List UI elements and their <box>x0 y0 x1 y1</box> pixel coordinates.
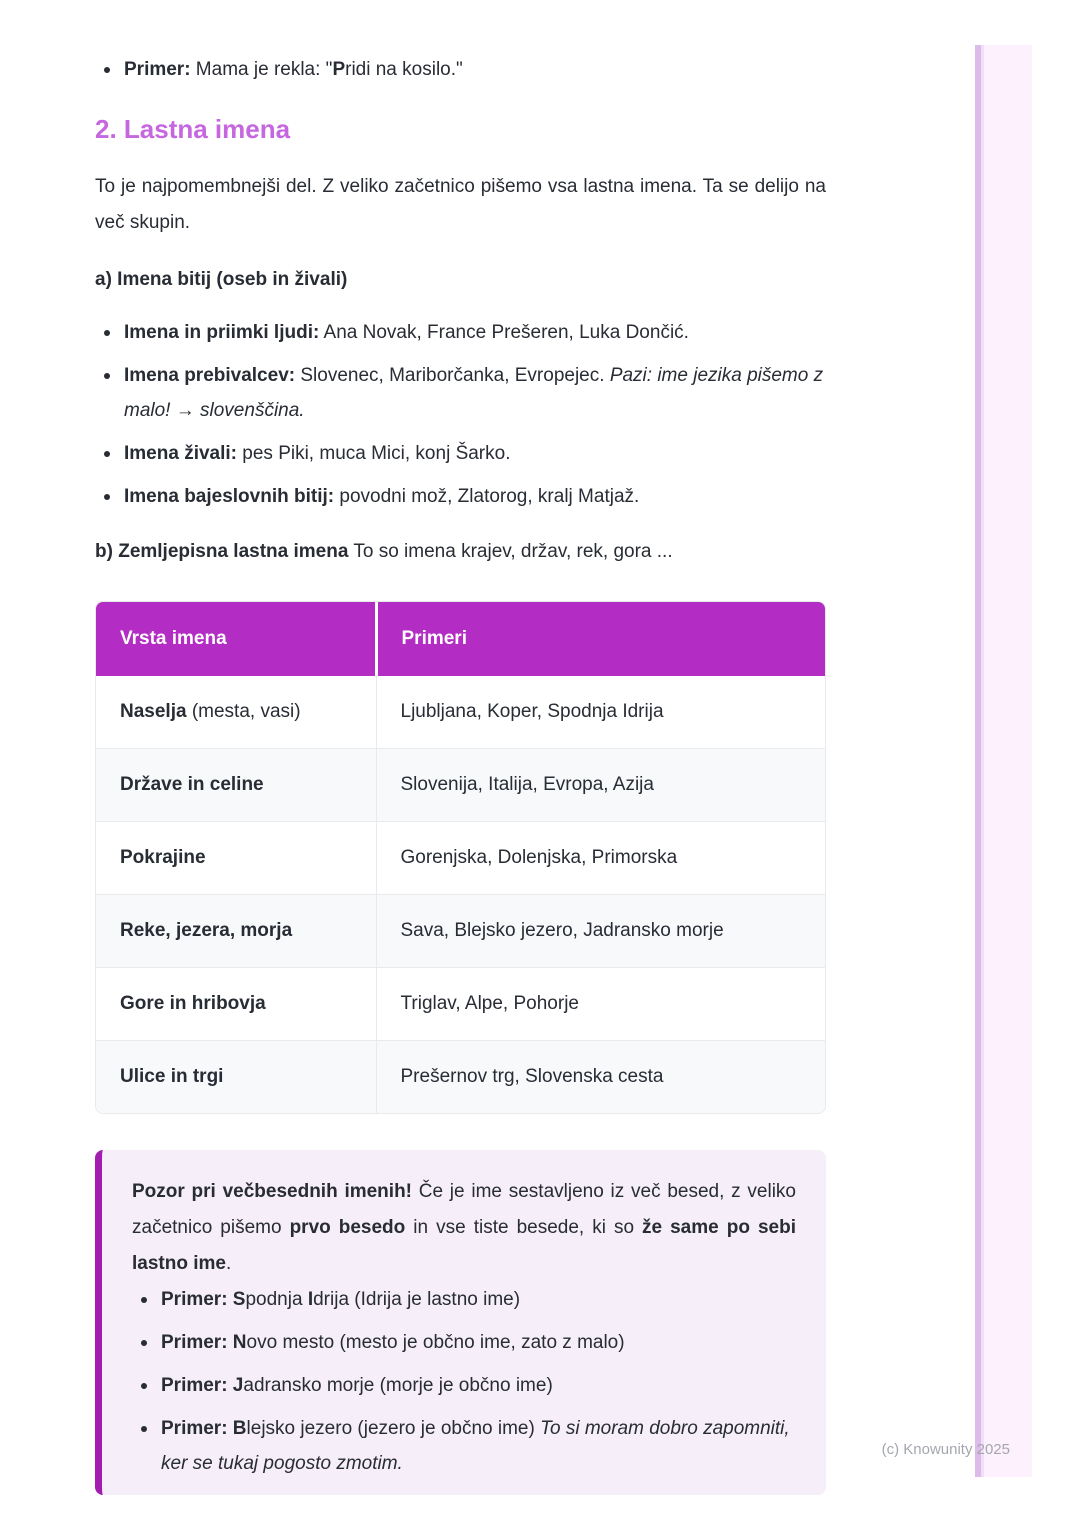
table-cell-examples: Ljubljana, Koper, Spodnja Idrija <box>376 676 825 749</box>
example-bullet-direct-speech: Primer: Mama je rekla: "Pridi na kosilo." <box>95 52 826 87</box>
table-row <box>96 1041 825 1114</box>
table-row <box>96 968 825 1041</box>
callout-bullet-jadransko-morje: Primer: Jadransko morje (morje je občno ime) <box>132 1368 796 1403</box>
table-row <box>96 749 825 822</box>
table-cell-type: Ulice in trgi <box>96 1041 376 1114</box>
table-row <box>96 895 825 968</box>
table-header-row <box>96 602 825 676</box>
bullet-names-mythical: Imena bajeslovnih bitij: povodni mož, Zlatorog, kralj Matjaž. <box>95 479 826 514</box>
geographic-names-table-wrap <box>95 601 826 1114</box>
table-cell-examples: Slovenija, Italija, Evropa, Azija <box>376 749 825 822</box>
direct-speech-example-list <box>95 52 826 87</box>
callout-bullet-spodnja-idrija: Primer: Spodnja Idrija (Idrija je lastno ime) <box>132 1282 796 1317</box>
table-cell-examples: Triglav, Alpe, Pohorje <box>376 968 825 1041</box>
decorative-side-strip <box>975 45 1032 1477</box>
document-page <box>95 0 826 1495</box>
table-row <box>96 676 825 749</box>
table-cell-type: Reke, jezera, morja <box>96 895 376 968</box>
callout-bullet-blejsko-jezero: Primer: Blejsko jezero (jezero je občno ime) To si moram dobro zapomniti, ker se tukaj pogosto zmotim. <box>132 1411 796 1481</box>
callout-warning-note <box>95 1150 826 1495</box>
table-cell-type: Pokrajine <box>96 822 376 895</box>
subsection-b-heading: b) Zemljepisna lastna imena To so imena krajev, držav, rek, gora ... <box>95 541 673 562</box>
table-cell-type: Države in celine <box>96 749 376 822</box>
table-row <box>96 822 825 895</box>
bullet-names-inhabitants: Imena prebivalcev: Slovenec, Mariborčanka, Evropejec. Pazi: ime jezika pišemo z malo! → slovenščina. <box>95 358 826 428</box>
table-cell-examples: Gorenjska, Dolenjska, Primorska <box>376 822 825 895</box>
geographic-names-table <box>96 602 825 1113</box>
table-header-primeri: Primeri <box>376 602 825 676</box>
section-heading-lastna-imena: 2. Lastna imena <box>95 114 291 144</box>
callout-intro-text: Pozor pri večbesednih imenih! Če je ime sestavljeno iz več besed, z veliko začetnico pišemo prvo besedo in vse tiste besede, ki so že same po sebi lastno ime. <box>132 1181 796 1274</box>
bullet-names-animals: Imena živali: pes Piki, muca Mici, konj Šarko. <box>95 436 826 471</box>
beings-names-list <box>95 315 826 514</box>
table-cell-examples: Prešernov trg, Slovenska cesta <box>376 1041 825 1114</box>
table-cell-type: Naselja (mesta, vasi) <box>96 676 376 749</box>
subsection-a-heading: a) Imena bitij (oseb in živali) <box>95 269 348 290</box>
table-cell-type: Gore in hribovja <box>96 968 376 1041</box>
callout-example-list <box>132 1282 796 1481</box>
copyright-note: (c) Knowunity 2025 <box>881 1441 1010 1458</box>
callout-bullet-novo-mesto: Primer: Novo mesto (mesto je občno ime, zato z malo) <box>132 1325 796 1360</box>
bullet-names-people: Imena in priimki ljudi: Ana Novak, France Prešeren, Luka Dončić. <box>95 315 826 350</box>
section-intro-paragraph: To je najpomembnejši del. Z veliko začetnico pišemo vsa lastna imena. Ta se delijo na več skupin. <box>95 176 826 233</box>
table-cell-examples: Sava, Blejsko jezero, Jadransko morje <box>376 895 825 968</box>
table-header-vrsta-imena: Vrsta imena <box>96 602 376 676</box>
